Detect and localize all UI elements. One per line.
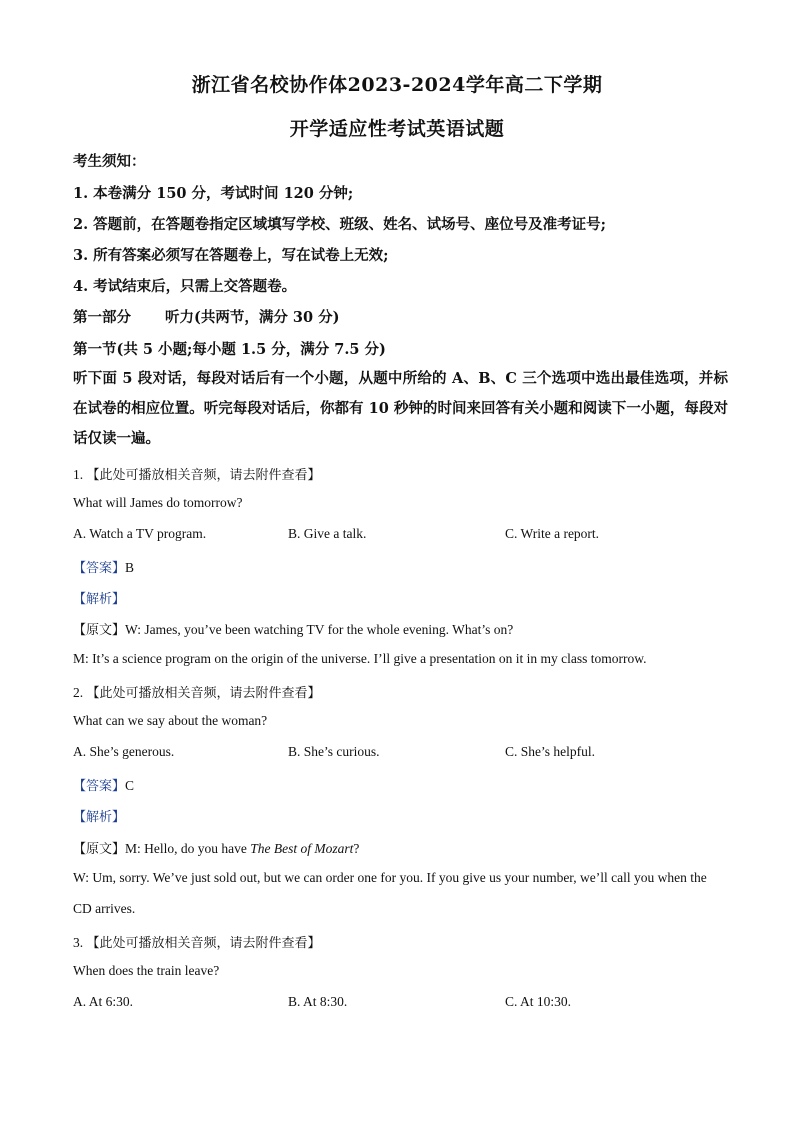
question-1-original-line1 (73, 619, 513, 638)
answer-label: 【答案】 (73, 561, 126, 576)
question-1-option-b: B. Give a talk. (288, 526, 367, 541)
audio-note[interactable]: 【此处可播放相关音频，请去附件查看】 (86, 468, 321, 483)
audio-note[interactable]: 【此处可播放相关音频，请去附件查看】 (86, 686, 321, 701)
part1-heading-right: 听力(共两节，满分 30 分) (165, 309, 340, 326)
question-1-original-line2: M: It’s a science program on the origin of the universe. I’ll give a presentation on it in my class tomorrow. (73, 651, 647, 666)
audio-note[interactable]: 【此处可播放相关音频，请去附件查看】 (86, 936, 321, 951)
question-number: 2. (73, 685, 84, 700)
question-3-text: When does the train leave? (73, 963, 220, 978)
original-text: W: James, you’ve been watching TV for the whole evening. What’s on? (125, 622, 514, 637)
question-2-analysis-label: 【解析】 (73, 810, 126, 825)
question-number: 1. (73, 467, 84, 482)
notice-item-4: 4. 考试结束后，只需上交答题卷。 (73, 278, 297, 295)
question-3-option-a: A. At 6:30. (73, 994, 134, 1009)
question-1-option-c: C. Write a report. (505, 526, 600, 541)
question-2-text: What can we say about the woman? (73, 713, 268, 728)
question-2-option-b: B. She’s curious. (288, 744, 380, 759)
question-1-analysis-label: 【解析】 (73, 592, 126, 607)
question-2-option-c: C. She’s helpful. (505, 744, 595, 759)
question-1-header (73, 464, 321, 483)
question-1-answer (73, 557, 134, 576)
notice-item-2: 2. 答题前，在答题卷指定区域填写学校、班级、姓名、试场号、座位号及准考证号; (73, 216, 607, 233)
question-2-answer (73, 775, 134, 794)
notice-item-1: 1. 本卷满分 150 分，考试时间 120 分钟; (73, 185, 354, 202)
original-label: 【原文】 (73, 842, 126, 857)
question-3-option-b: B. At 8:30. (288, 994, 348, 1009)
answer-value: C (125, 778, 135, 793)
exam-title-line2: 开学适应性考试英语试题 (289, 118, 505, 140)
question-2-option-a: A. She’s generous. (73, 744, 175, 759)
question-2-header (73, 682, 321, 701)
question-1-text: What will James do tomorrow? (73, 495, 243, 510)
question-2-original-line1 (73, 838, 359, 857)
notice-item-3: 3. 所有答案必须写在答题卷上，写在试卷上无效; (73, 247, 389, 264)
question-3-option-c: C. At 10:30. (505, 994, 572, 1009)
original-label: 【原文】 (73, 623, 126, 638)
section1-heading: 第一节(共 5 小题;每小题 1.5 分，满分 7.5 分) (73, 341, 386, 358)
original-text-title: The Best of Mozart (250, 841, 354, 856)
original-text-suffix: ? (353, 841, 360, 856)
answer-label: 【答案】 (73, 779, 126, 794)
question-number: 3. (73, 935, 84, 950)
exam-title-line1: 浙江省名校协作体2023-2024学年高二下学期 (191, 74, 603, 96)
listening-instructions: 听下面 5 段对话，每段对话后有一个小题，从题中所给的 A、B、C 三个选项中选出最佳选项，并标在试卷的相应位置。听完每段对话后，你都有 10 秒钟的时间来回答有关小题和阅读下一小题，每段对话仅读一遍。 (73, 370, 728, 447)
question-3-header (73, 932, 321, 951)
original-text-prefix: M: Hello, do you have (125, 841, 251, 856)
notice-heading: 考生须知： (73, 153, 146, 170)
part1-heading-left: 第一部分 (73, 309, 131, 326)
question-1-option-a: A. Watch a TV program. (73, 526, 207, 541)
answer-value: B (125, 560, 135, 575)
question-2-original-line2: W: Um, sorry. We’ve just sold out, but we can order one for you. If you give us your number, we’ll call you when the CD arrives. (73, 870, 707, 916)
